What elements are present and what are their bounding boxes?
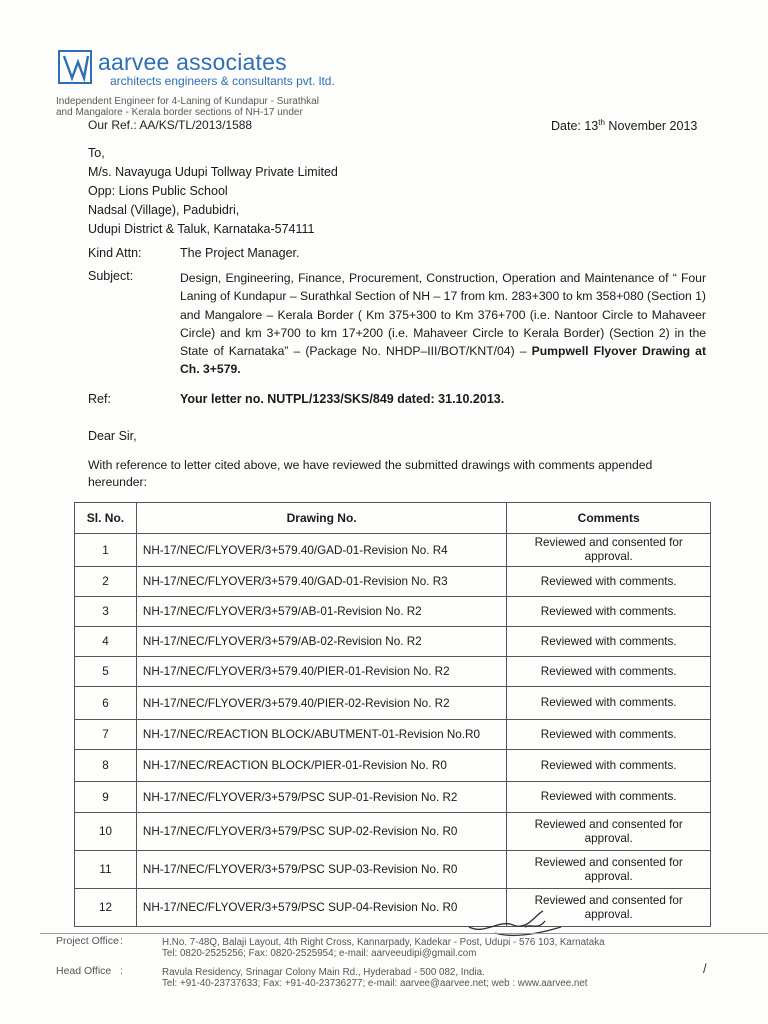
ref-label: Ref: [88,392,111,406]
row-sl-no: 12 [75,889,137,927]
table-header-row [75,503,711,534]
table-row [75,782,711,813]
row-sl-no: 3 [75,597,137,627]
project-office-address [162,937,605,959]
row-comment: Reviewed with comments. [507,687,711,720]
table-row [75,851,711,889]
row-sl-no: 6 [75,687,137,720]
table-row [75,627,711,657]
letter-date: Date: 13th November 2013 [551,118,698,134]
company-tagline: architects engineers & consultants pvt. ltd. [110,74,335,88]
table-row [75,597,711,627]
subject-bold-tail: Pumpwell Flyover Drawing at Ch. 3+579. [180,344,707,377]
row-drawing-no: NH-17/NEC/REACTION BLOCK/PIER-01-Revision No. R0 [136,750,506,782]
header-drawing-no: Drawing No. [136,503,506,534]
kind-attn-label: Kind Attn: [88,246,142,260]
table-row [75,657,711,687]
letter-reference: Our Ref.: AA/KS/TL/2013/1588 [88,118,253,132]
row-sl-no: 4 [75,627,137,657]
row-comment: Reviewed and consented for approval. [507,813,711,851]
company-logo-icon [58,50,92,84]
row-drawing-no: NH-17/NEC/FLYOVER/3+579/PSC SUP-03-Revision No. R0 [136,851,506,889]
row-comment: Reviewed and consented for approval. [507,851,711,889]
ref-value: Your letter no. NUTPL/1233/SKS/849 dated: 31.10.2013. [180,392,505,406]
address-line: M/s. Navayuga Udupi Tollway Private Limited [88,165,338,179]
address-to: To, [88,146,105,160]
ie-line: and Mangalore - Kerala border sections of NH-17 under [56,107,303,118]
footer-line: Ravula Residency, Srinagar Colony Main Rd., Hyderabad - 500 082, India. [162,967,485,978]
row-comment: Reviewed with comments. [507,597,711,627]
head-office-label: Head Office [56,965,112,977]
row-sl-no: 10 [75,813,137,851]
header-sl-no: Sl. No. [75,503,137,534]
subject-label: Subject: [88,269,134,283]
row-drawing-no: NH-17/NEC/FLYOVER/3+579.40/PIER-01-Revision No. R2 [136,657,506,687]
row-drawing-no: NH-17/NEC/FLYOVER/3+579.40/GAD-01-Revision No. R3 [136,567,506,597]
row-comment: Reviewed and consented for approval. [507,889,711,927]
margin-mark: / [703,961,707,976]
row-sl-no: 11 [75,851,137,889]
row-comment: Reviewed with comments. [507,567,711,597]
table-row [75,889,711,927]
row-sl-no: 1 [75,534,137,567]
address-line: Nadsal (Village), Padubidri, [88,203,240,217]
row-comment: Reviewed with comments. [507,720,711,750]
row-comment: Reviewed with comments. [507,750,711,782]
row-drawing-no: NH-17/NEC/FLYOVER/3+579.40/GAD-01-Revision No. R4 [136,534,506,567]
header-comments: Comments [507,503,711,534]
address-line: Udupi District & Taluk, Karnataka-574111 [88,222,315,236]
table-row [75,750,711,782]
row-drawing-no: NH-17/NEC/FLYOVER/3+579/AB-01-Revision No. R2 [136,597,506,627]
row-drawing-no: NH-17/NEC/FLYOVER/3+579/PSC SUP-02-Revision No. R0 [136,813,506,851]
drawings-table [74,502,711,927]
row-drawing-no: NH-17/NEC/FLYOVER/3+579/PSC SUP-04-Revision No. R0 [136,889,506,927]
salutation: Dear Sir, [88,429,137,443]
head-office-address [162,967,588,989]
footer-divider [40,933,768,934]
row-sl-no: 7 [75,720,137,750]
row-comment: Reviewed with comments. [507,657,711,687]
footer-line: Tel: +91-40-23737633; Fax: +91-40-23736277; e-mail: aarvee@aarvee.net; web : www.aarvee.net [162,978,588,989]
row-comment: Reviewed and consented for approval. [507,534,711,567]
table-row [75,567,711,597]
recipient-address [88,144,338,239]
table-row [75,813,711,851]
footer-line: Tel: 0820-2525256; Fax: 0820-2525954; e-mail: aarveeudipi@gmail.com [162,948,477,959]
table-row [75,687,711,720]
table-row [75,534,711,567]
row-drawing-no: NH-17/NEC/REACTION BLOCK/ABUTMENT-01-Revision No.R0 [136,720,506,750]
address-line: Opp: Lions Public School [88,184,228,198]
subject-text: Design, Engineering, Finance, Procurement, Construction, Operation and Maintenance of “ Four Laning of Kundapur – Surathkal Section of NH – 17 from km. 283+300 to km 358+080 (Section 1) and Mangalore – Kerala Border ( Km 375+300 to Km 376+700 (i.e. Nantoor Circle to Mahaveer Circle) and km 3+700 to km 17+200 (i.e. Mahaveer Circle to Kerala Border) (Section 2) in the State of Karnataka” – (Package No. NHDP–III/BOT/KNT/04) – Pumpwell Flyover Drawing at Ch. 3+579. [180,271,707,377]
row-drawing-no: NH-17/NEC/FLYOVER/3+579/AB-02-Revision No. R2 [136,627,506,657]
table-row [75,720,711,750]
row-comment: Reviewed with comments. [507,782,711,813]
project-office-label: Project Office [56,935,119,947]
row-drawing-no: NH-17/NEC/FLYOVER/3+579/PSC SUP-01-Revision No. R2 [136,782,506,813]
intro-paragraph: With reference to letter cited above, we have reviewed the submitted drawings with comments appended hereunder: [88,458,653,489]
row-comment: Reviewed with comments. [507,627,711,657]
ie-line: Independent Engineer for 4-Laning of Kundapur - Surathkal [56,96,319,107]
row-sl-no: 5 [75,657,137,687]
kind-attn-value: The Project Manager. [180,246,300,260]
row-drawing-no: NH-17/NEC/FLYOVER/3+579.40/PIER-02-Revision No. R2 [136,687,506,720]
footer-colon: : [120,935,123,947]
row-sl-no: 2 [75,567,137,597]
row-sl-no: 9 [75,782,137,813]
footer-line: H.No. 7-48Q, Balaji Layout, 4th Right Cross, Kannarpady, Kadekar - Post, Udupi - 576 103, Karnataka [162,937,605,948]
company-name: aarvee associates [98,49,287,75]
row-sl-no: 8 [75,750,137,782]
footer-colon: : [120,965,123,977]
